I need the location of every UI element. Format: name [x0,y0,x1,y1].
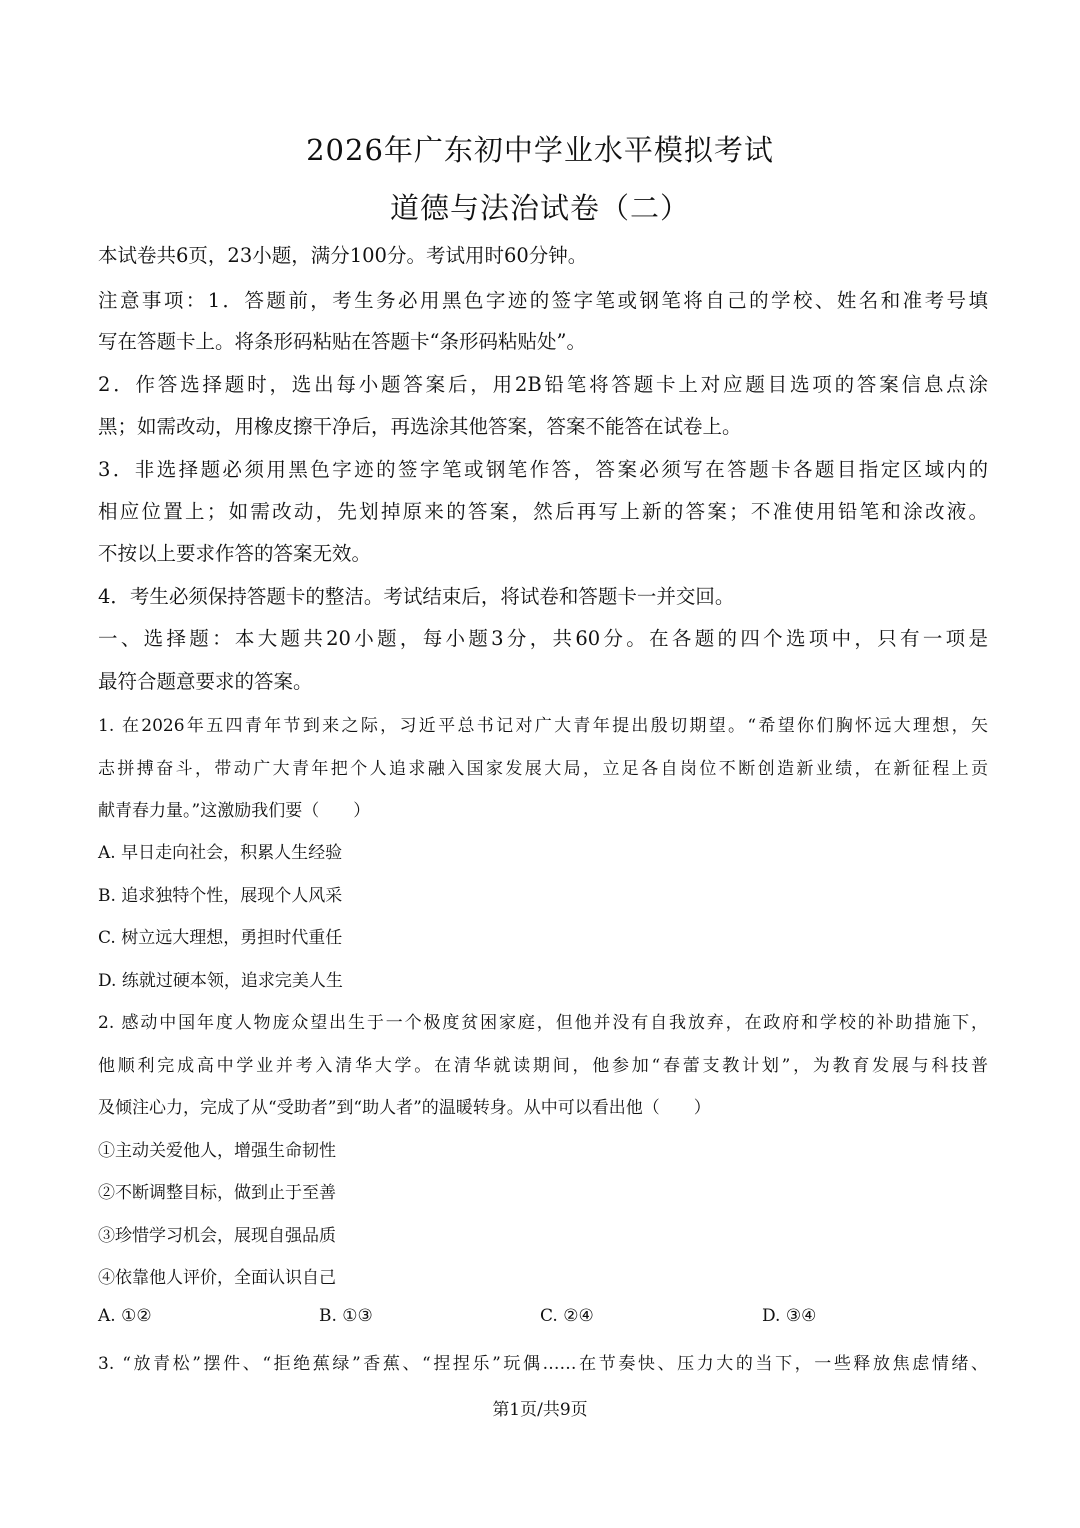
question-2-statement-1: ①主动关爱他人，增强生命韧性 [98,1141,336,1161]
question-1-line-3: 献青春力量。”这激励我们要（ ） [98,801,371,821]
question-2-line-3: 及倾注心力，完成了从“受助者”到“助人者”的温暖转身。从中可以看出他（ ） [98,1098,711,1118]
exam-title: 2026年广东初中学业水平模拟考试 [306,133,774,167]
question-1-option-b: B. 追求独特个性，展现个人风采 [98,886,343,906]
exam-intro: 本试卷共6页，23小题，满分100分。考试用时60分钟。 [98,244,588,267]
note-3-line-3: 不按以上要求作答的答案无效。 [98,542,372,565]
question-1-option-d: D. 练就过硬本领，追求完美人生 [98,971,343,991]
question-2-option-b: B. ①③ [319,1306,373,1326]
question-2-option-a: A. ①② [98,1306,152,1326]
note-2-line-2: 黑；如需改动，用橡皮擦干净后，再选涂其他答案，答案不能答在试卷上。 [98,415,742,438]
question-2-option-d: D. ③④ [762,1306,817,1326]
note-4: 4．考生必须保持答题卡的整洁。考试结束后，将试卷和答题卡一并交回。 [98,585,735,608]
page-number: 第1页/共9页 [492,1400,588,1420]
question-2-statement-2: ②不断调整目标，做到止于至善 [98,1183,336,1203]
question-2-statement-4: ④依靠他人评价，全面认识自己 [98,1268,336,1288]
question-1-option-a: A. 早日走向社会，积累人生经验 [98,843,343,863]
section-1-line-1: 一、选择题：本大题共20小题，每小题3分，共60分。在各题的四个选项中，只有一项是 [98,627,988,650]
question-2-option-c: C. ②④ [540,1306,594,1326]
question-2-statement-3: ③珍惜学习机会，展现自强品质 [98,1226,336,1246]
exam-subtitle: 道德与法治试卷（二） [389,191,690,225]
note-1-line-2: 写在答题卡上。将条形码粘贴在答题卡“条形码粘贴处”。 [98,330,586,353]
question-1-option-c: C. 树立远大理想，勇担时代重任 [98,928,343,948]
question-1-line-2: 志拼搏奋斗，带动广大青年把个人追求融入国家发展大局，立足各自岗位不断创造新业绩，在新征程上贡 [98,759,988,779]
question-3-line-1: 3. “放青松”摆件、“拒绝蕉绿”香蕉、“捏捏乐”玩偶……在节奏快、压力大的当下，一些释放焦虑情绪、 [98,1354,988,1374]
question-2-line-1: 2. 感动中国年度人物庞众望出生于一个极度贫困家庭，但他并没有自我放弃，在政府和学校的补助措施下， [98,1013,988,1033]
note-3-line-2: 相应位置上；如需改动，先划掉原来的答案，然后再写上新的答案；不准使用铅笔和涂改液。 [98,500,988,523]
question-2-line-2: 他顺利完成高中学业并考入清华大学。在清华就读期间，他参加“春蕾支教计划”，为教育发展与科技普 [98,1056,988,1076]
note-2-line-1: 2．作答选择题时，选出每小题答案后，用2B铅笔将答题卡上对应题目选项的答案信息点涂 [98,373,988,396]
question-1-line-1: 1. 在2026年五四青年节到来之际，习近平总书记对广大青年提出殷切期望。“希望你们胸怀远大理想，矢 [98,716,988,736]
section-1-line-2: 最符合题意要求的答案。 [98,670,313,693]
note-3-line-1: 3．非选择题必须用黑色字迹的签字笔或钢笔作答，答案必须写在答题卡各题目指定区域内的 [98,458,988,481]
note-1-line-1: 注意事项：1．答题前，考生务必用黑色字迹的签字笔或钢笔将自己的学校、姓名和准考号填 [98,289,988,312]
